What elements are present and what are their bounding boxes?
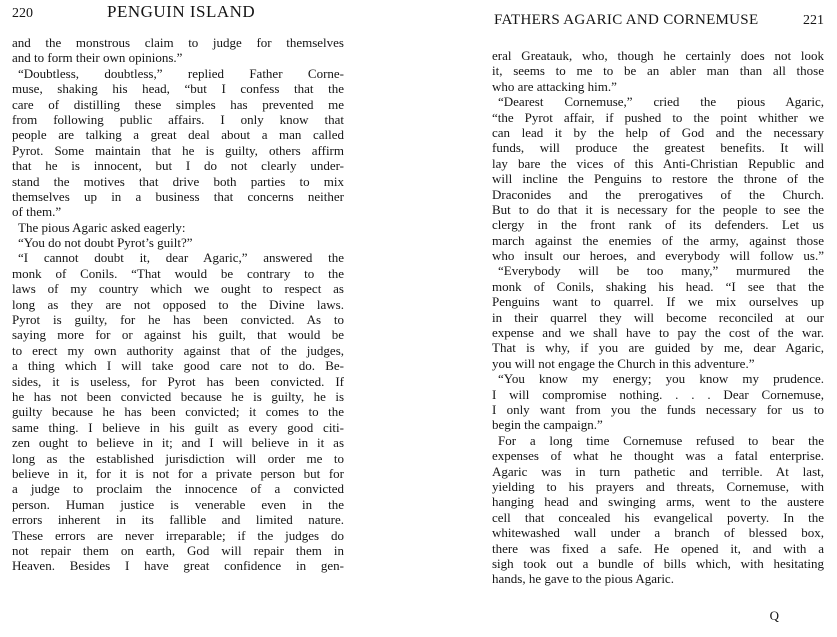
text-line: These errors are never irreparable; if the judges do [12,527,344,543]
left-page [12,0,344,574]
text-line: “the Pyrot affair, if pushed to the point whither we [492,109,824,125]
text-line: cell that concealed his evangelical poverty. In the [492,509,824,525]
text-line: he has not been convicted because he is guilty, he is [12,388,344,404]
text-line: eral Greatauk, who, though he certainly does not look [492,48,824,63]
text-line: who insult our heroes, and everybody will follow us.” [492,248,824,264]
text-line: care of distilling these simples has prevented me [12,96,344,112]
text-line: people are talking a great deal about a man called [12,127,344,143]
text-line: sides, it is useless, for Pyrot has been convicted. If [12,373,344,389]
text-line: stand the motives that drive both parties to mix [12,173,344,189]
left-page-header [12,0,344,30]
text-line: who are attacking him.” [492,78,617,94]
text-line: that he is innocent, but I do not clearly under- [12,158,344,174]
text-line: For a long time Cornemuse refused to bear the [498,432,824,448]
signature-mark: Q [769,608,779,623]
text-line: long as they are not opposed to the Divine laws. [12,296,344,312]
right-page-header [492,0,824,30]
text-line: saying more for or against his guilt, that would be [12,327,344,343]
text-line: there was fixed a safe. He opened it, and with a [492,540,824,556]
text-line: not repair them on earth, God will repair them in [12,542,344,558]
text-line: Agaric was in turn pathetic and terrible. At last, [492,463,824,479]
text-line: march against the enemies of the army, against those [492,232,824,248]
text-line: hanging head and swinging arms, went to the austere [492,494,824,510]
text-line: zen ought to believe in it; and I will believe in it as [12,435,344,451]
text-line: to erect my own authority against that of the judges, [12,342,344,358]
text-line: long as the established jurisdiction will order me to [12,450,344,466]
text-line: Penguins want to quarrel. If we mix ourselves up [492,294,824,310]
text-line: monk of Conils. “That would be contrary to the [12,265,344,281]
text-line: believe in it, for it is not for a private person but for [12,465,344,481]
text-line: “You do not doubt Pyrot’s guilt?” [18,235,193,251]
left-running-head: PENGUIN ISLAND [107,2,256,21]
text-line: The pious Agaric asked eagerly: [18,219,186,235]
text-line: “Doubtless, doubtless,” replied Father Corne- [18,65,344,81]
text-line: and the monstrous claim to judge for themselves [12,35,344,50]
text-line: whitewashed wall under a branch of blessed box, [492,525,824,541]
text-line: expense and we shall have to pay the cost of the war. [492,325,824,341]
text-line: will incline the Penguins to restore the throne of the [492,171,824,187]
text-line: person. Human justice is venerable even in the [12,496,344,512]
text-line: a thing which I will take good care not to do. Be- [12,358,344,374]
text-line: of them.” [12,204,62,220]
text-line: yielding to his prayers and threats, Cornemuse, with [492,478,824,494]
right-page [492,0,824,587]
left-page-number: 220 [12,6,33,21]
text-line: That is why, if you are guided by me, dear Agaric, [492,340,824,356]
left-page-body [12,35,344,574]
text-line: errors inherent in its fallible and limited nature. [12,512,344,528]
right-running-head: FATHERS AGARIC AND CORNEMUSE [494,12,759,28]
text-line: “You know my energy; you know my prudence. [498,371,824,387]
text-line: a judge to proclaim the innocence of a convicted [12,481,344,497]
text-line: and to form their own opinions.” [12,50,183,66]
text-line: muse, shaking his head, “but I confess that the [12,81,344,97]
text-line: I only want from you the funds necessary for us to [492,401,824,417]
text-line: you will not engage the Church in this adventure.” [492,355,755,371]
text-line: I will compromise nothing. . . . Dear Cornemuse, [492,386,824,402]
right-page-body [492,48,824,587]
text-line: it, seems to me to be an abler man than all those [492,63,824,79]
text-line: Heaven. Besides I have great confidence in gen- [12,558,344,574]
text-line: Pyrot. Some maintain that he is guilty, others affirm [12,142,344,158]
text-line: from following public affairs. I only know that [12,111,344,127]
text-line: “Everybody will be too many,” murmured the [498,263,824,279]
text-line: “Dearest Cornemuse,” cried the pious Agaric, [498,94,824,110]
text-line: laws of my country which we ought to respect as [12,281,344,297]
text-line: begin the campaign.” [492,417,603,433]
text-line: themselves up in a business that concerns neither [12,188,344,204]
text-line: sigh took out a bundle of bills which, with hesitating [492,555,824,571]
text-line: same thing. I believe in his guilt as every good citi- [12,419,344,435]
text-line: expenses of what he thought was a fatal enterprise. [492,448,824,464]
text-line: lay bare the vices of this Anti-Christian Republic and [492,155,824,171]
right-page-number: 221 [803,13,824,28]
text-line: hands, he gave to the pious Agaric. [492,571,674,587]
text-line: can lead it by the help of God and the necessary [492,124,824,140]
text-line: Pyrot is guilty, for he has been convicted. As to [12,312,344,328]
text-line: But to do that it is necessary for the people to see the [492,201,824,217]
text-line: in their quarrel they will become reconciled at our [492,309,824,325]
text-line: funds, will produce the greatest benefits. It will [492,140,824,156]
text-line: guilty because he has been convicted; it comes to the [12,404,344,420]
text-line: monk of Conils, shaking his head. “I see that the [492,278,824,294]
text-line: Draconides and the prerogatives of the Church. [492,186,824,202]
text-line: clergy in the front rank of its defenders. Let us [492,217,824,233]
text-line: “I cannot doubt it, dear Agaric,” answered the [18,250,344,266]
